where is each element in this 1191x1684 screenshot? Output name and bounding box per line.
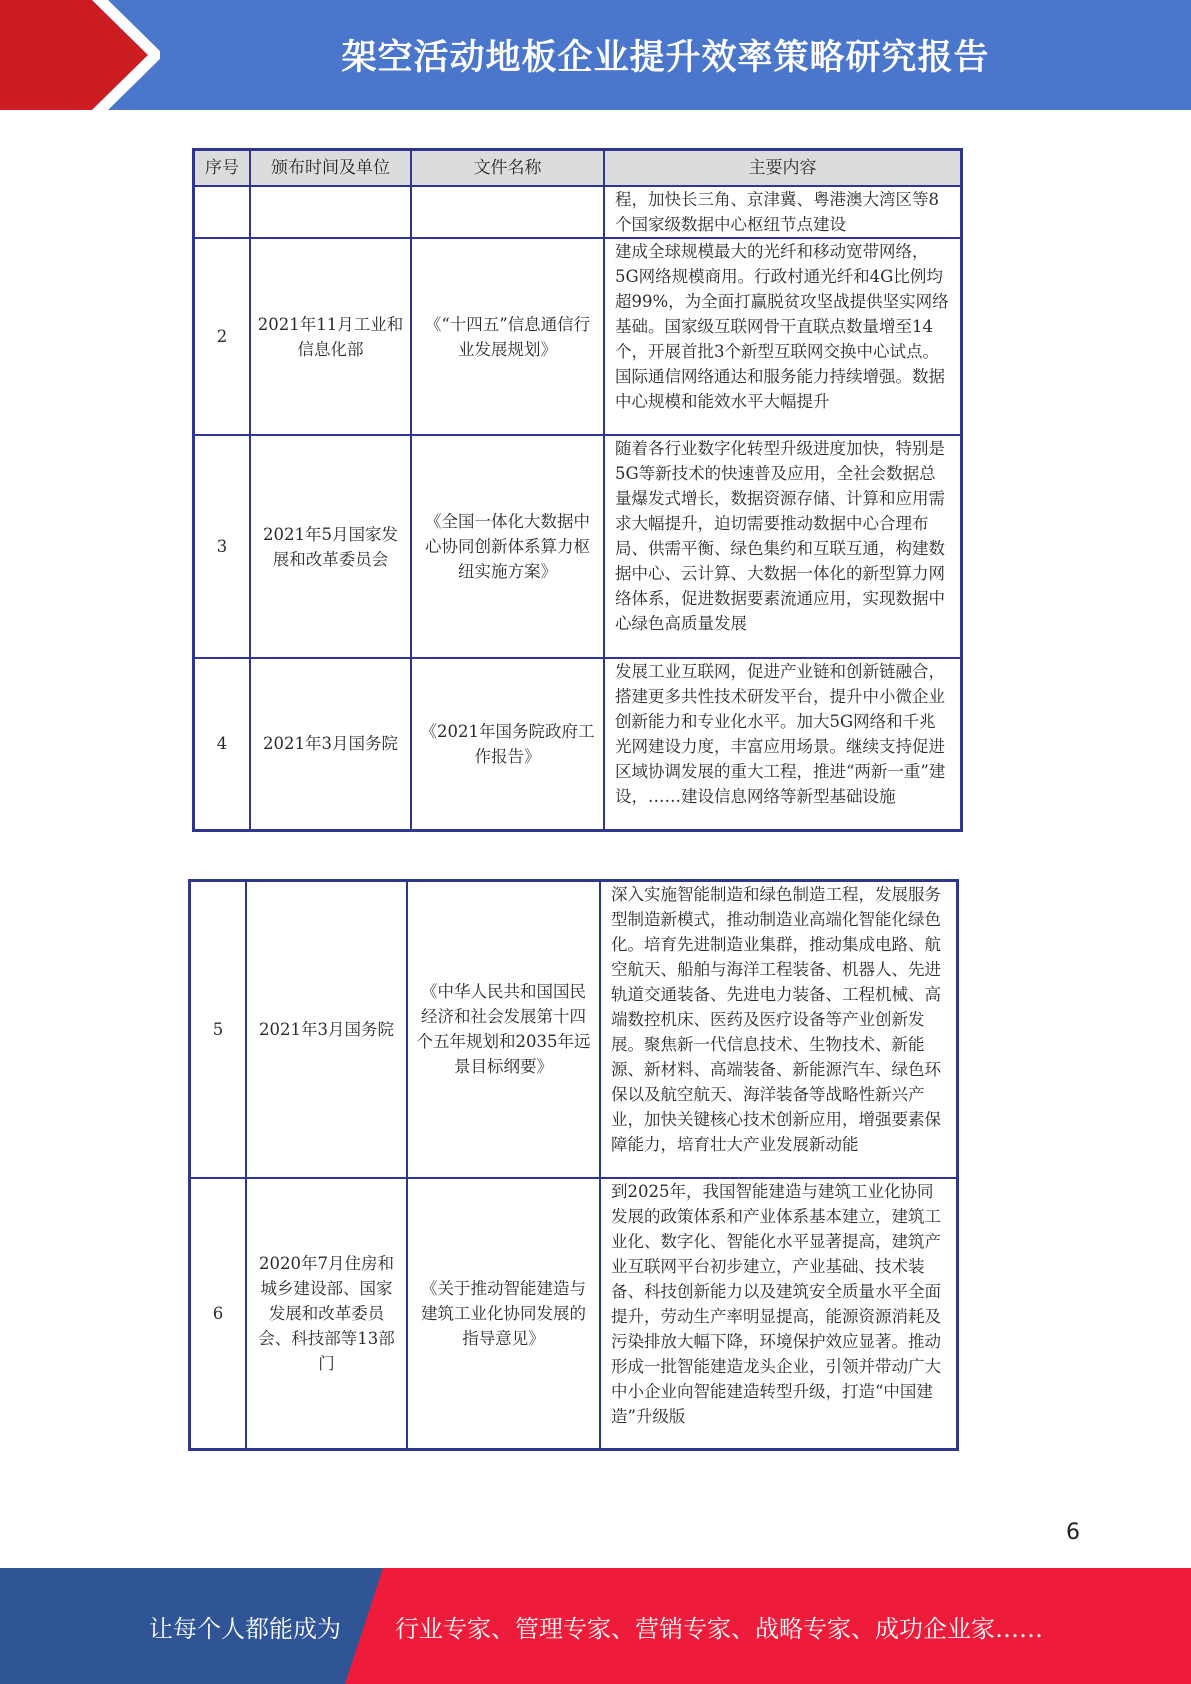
cell-date: 2021年11月工业和信息化部 — [250, 238, 411, 435]
cell-doc: 《关于推动智能建造与建筑工业化协同发展的指导意见》 — [407, 1178, 600, 1450]
cell-date: 2021年3月国务院 — [250, 658, 411, 830]
cell-main: 深入实施智能制造和绿色制造工程，发展服务型制造新模式，推动制造业高端化智能化绿色化。培育先进制造业集群，推动集成电路、航空航天、船舶与海洋工程装备、机器人、先进轨道交通装备、先进电力装备、工程机械、高端数控机床、医药及医疗设备等产业创新发展。聚焦新一代信息技术、生物技术、新能源、新材料、高端装备、新能源汽车、绿色环保以及航空航天、海洋装备等战略性新兴产业，加快关键核心技术创新应用，增强要素保障能力，培育壮大产业发展新动能 — [600, 881, 958, 1178]
cell-date: 2020年7月住房和城乡建设部、国家发展和改革委员会、科技部等13部门 — [246, 1178, 407, 1450]
policy-table-1 — [192, 148, 963, 832]
table-row — [190, 881, 958, 1178]
cell-main: 发展工业互联网，促进产业链和创新链融合，搭建更多共性技术研发平台，提升中小微企业创新能力和专业化水平。加大5G网络和千兆光网建设力度，丰富应用场景。继续支持促进区域协调发展的重大工程，推进“两新一重”建设，……建设信息网络等新型基础设施 — [604, 658, 962, 830]
header-cell-doc: 文件名称 — [411, 150, 604, 187]
cell-doc: 《“十四五”信息通信行业发展规划》 — [411, 238, 604, 435]
cell-doc: 《中华人民共和国国民经济和社会发展第十四个五年规划和2035年远景目标纲要》 — [407, 881, 600, 1178]
cell-num: 4 — [194, 658, 251, 830]
cell-num: 3 — [194, 435, 251, 658]
cell-doc: 《2021年国务院政府工作报告》 — [411, 658, 604, 830]
cell-main: 随着各行业数字化转型升级进度加快，特别是5G等新技术的快速普及应用，全社会数据总量爆发式增长，数据资源存储、计算和应用需求大幅提升，迫切需要推动数据中心合理布局、供需平衡、绿色集约和互联互通，构建数据中心、云计算、大数据一体化的新型算力网络体系，促进数据要素流通应用，实现数据中心绿色高质量发展 — [604, 435, 962, 658]
header-cell-date: 颁布时间及单位 — [250, 150, 411, 187]
table-row — [194, 238, 962, 435]
cell-main: 到2025年，我国智能建造与建筑工业化协同发展的政策体系和产业体系基本建立，建筑工业化、数字化、智能化水平显著提高，建筑产业互联网平台初步建立，产业基础、技术装备、科技创新能力以及建筑安全质量水平全面提升，劳动生产率明显提高，能源资源消耗及污染排放大幅下降，环境保护效应显著。推动形成一批智能建造龙头企业，引领并带动广大中小企业向智能建造转型升级，打造“中国建造”升级版 — [600, 1178, 958, 1450]
footer-slogan-right: 行业专家、管理专家、营销专家、战略专家、成功企业家…… — [395, 1614, 1043, 1643]
report-title: 架空活动地板企业提升效率策略研究报告 — [341, 38, 990, 78]
cell-date — [250, 186, 411, 238]
cell-doc — [411, 186, 604, 238]
table-row — [194, 435, 962, 658]
header-chevron-icon — [0, 0, 160, 110]
cell-num: 2 — [194, 238, 251, 435]
cell-num — [194, 186, 251, 238]
cell-main: 建成全球规模最大的光纤和移动宽带网络，5G网络规模商用。行政村通光纤和4G比例均超99%，为全面打赢脱贫攻坚战提供坚实网络基础。国家级互联网骨干直联点数量增至14个，开展首批3个新型互联网交换中心试点。国际通信网络通达和服务能力持续增强。数据中心规模和能效水平大幅提升 — [604, 238, 962, 435]
footer-bar — [0, 1568, 1191, 1684]
cell-doc: 《全国一体化大数据中心协同创新体系算力枢纽实施方案》 — [411, 435, 604, 658]
table-row — [194, 186, 962, 238]
cell-main: 程，加快长三角、京津冀、粤港澳大湾区等8个国家级数据中心枢纽节点建设 — [604, 186, 962, 238]
header-cell-num: 序号 — [194, 150, 251, 187]
cell-num: 5 — [190, 881, 247, 1178]
table-header-row — [194, 150, 962, 187]
header-bar — [0, 0, 1191, 110]
cell-date: 2021年3月国务院 — [246, 881, 407, 1178]
cell-num: 6 — [190, 1178, 247, 1450]
table-row — [194, 658, 962, 830]
footer-slogan-left: 让每个人都能成为 — [149, 1614, 341, 1643]
cell-date: 2021年5月国家发展和改革委员会 — [250, 435, 411, 658]
policy-table-2 — [188, 879, 959, 1451]
table-row — [190, 1178, 958, 1450]
page-number: 6 — [1066, 1520, 1080, 1545]
header-cell-main: 主要内容 — [604, 150, 962, 187]
